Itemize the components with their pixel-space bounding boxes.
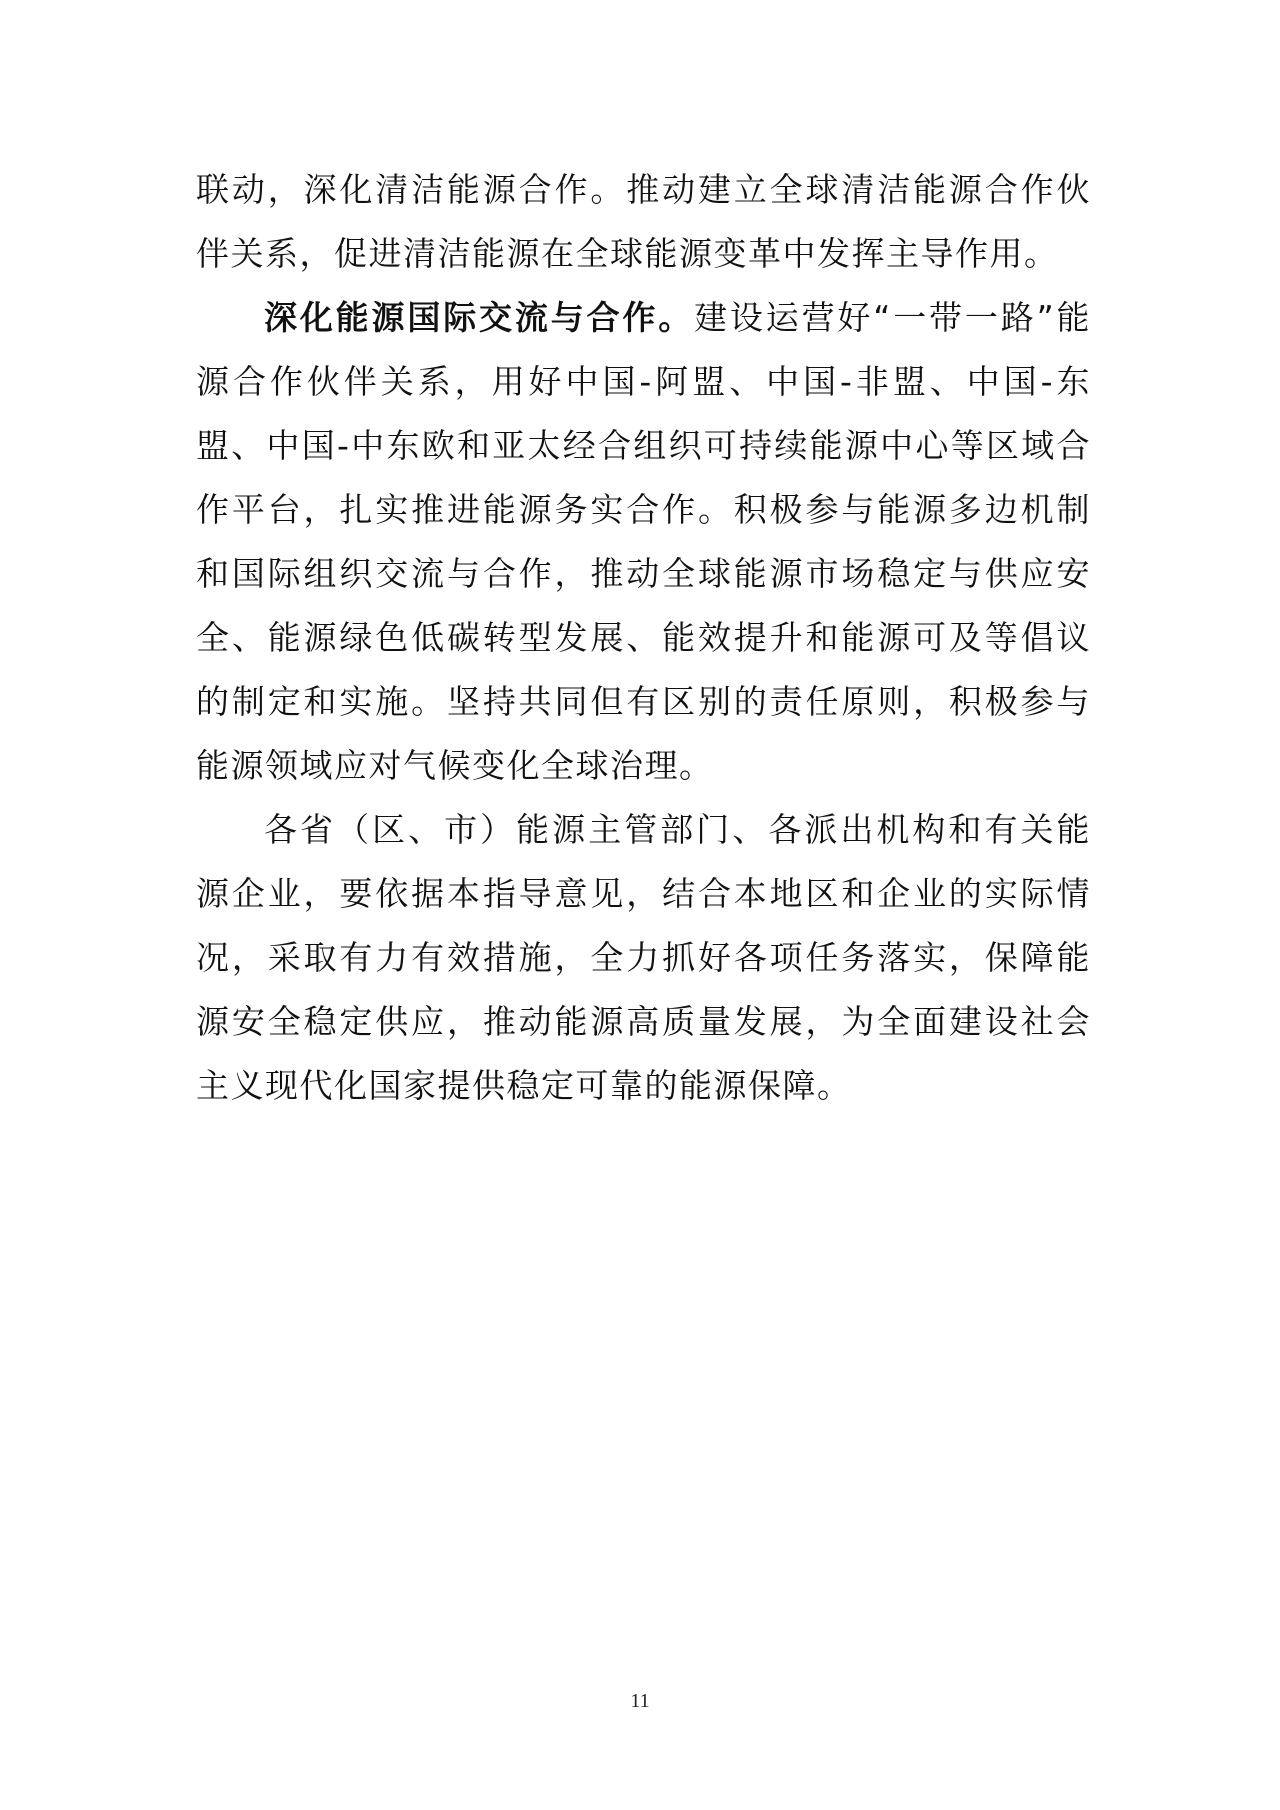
paragraph-heading: 深化能源国际交流与合作。 [264,298,695,337]
paragraph-international-cooperation [196,286,1091,798]
paragraph-continuation [196,158,1091,286]
paragraph-text: 各省（区、市）能源主管部门、各派出机构和有关能源企业，要依据本指导意见，结合本地区和企业的实际情况，采取有力有效措施，全力抓好各项任务落实，保障能源安全稳定供应，推动能源高质量发展，为全面建设社会主义现代化国家提供稳定可靠的能源保障。 [196,810,1091,1105]
paragraph-closing [196,798,1091,1118]
paragraph-text: 联动，深化清洁能源合作。推动建立全球清洁能源合作伙伴关系，促进清洁能源在全球能源变革中发挥主导作用。 [196,170,1091,273]
document-body [196,158,1091,1118]
page-number: 11 [630,1690,650,1712]
paragraph-text: 建设运营好“一带一路”能源合作伙伴关系，用好中国-阿盟、中国-非盟、中国-东盟、中国-中东欧和亚太经合组织可持续能源中心等区域合作平台，扎实推进能源务实合作。积极参与能源多边机制和国际组织交流与合作，推动全球能源市场稳定与供应安全、能源绿色低碳转型发展、能效提升和能源可及等倡议的制定和实施。坚持共同但有区别的责任原则，积极参与能源领域应对气候变化全球治理。 [196,298,1091,785]
